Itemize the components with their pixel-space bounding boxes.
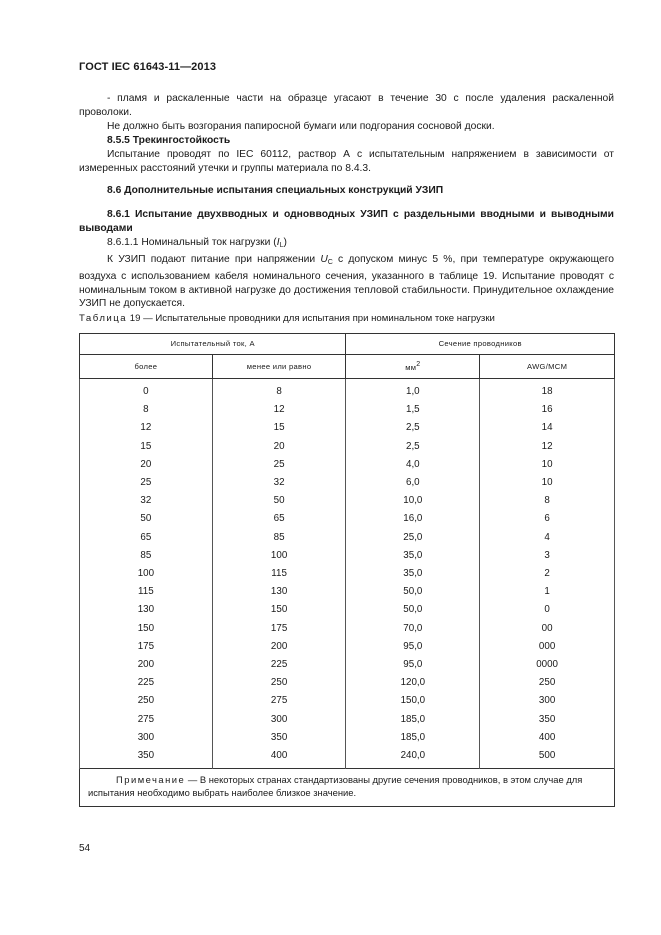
cell-awg: 3: [480, 547, 615, 565]
header-mm2: [346, 355, 480, 379]
table-row: [80, 419, 615, 437]
cell-mm2: 50,0: [346, 583, 480, 601]
table-body: [80, 379, 615, 769]
cell-mm2: 95,0: [346, 638, 480, 656]
cell-less-or-equal: 25: [212, 456, 346, 474]
cell-mm2: 240,0: [346, 747, 480, 769]
voltage-symbol: U: [320, 253, 328, 265]
cell-awg: 4: [480, 529, 615, 547]
text-block-2: [79, 184, 614, 198]
paragraph-no-ignition: Не должно быть возгорания папиросной бумаги или подгорания сосновой доски.: [107, 120, 495, 132]
paragraph-tracking-test: Испытание проводят по IEC 60112, раствор А с испытательным напряжением в зависимости от измеренных расстояний утечки и группы материала по 8.4.3.: [79, 148, 614, 174]
cell-awg: 0000: [480, 656, 615, 674]
heading-8-6-1: 8.6.1 Испытание двухвводных и одновводных УЗИП с раздельными вводными и выводными выводами: [79, 209, 614, 234]
header-awg: AWG/MCM: [480, 355, 615, 379]
paragraph-load-test: [79, 253, 614, 312]
table-row: [80, 638, 615, 656]
cell-more-than: 85: [80, 547, 213, 565]
heading-8-6: 8.6 Дополнительные испытания специальных конструкций УЗИП: [107, 185, 444, 196]
cell-less-or-equal: 250: [212, 674, 346, 692]
cell-more-than: 12: [80, 419, 213, 437]
cell-less-or-equal: 50: [212, 492, 346, 510]
cell-more-than: 100: [80, 565, 213, 583]
text-block-1: [79, 92, 614, 175]
text-block-3: [79, 208, 614, 311]
cell-awg: 16: [480, 401, 615, 419]
table-row: [80, 674, 615, 692]
cell-awg: 00: [480, 620, 615, 638]
cell-less-or-equal: 275: [212, 692, 346, 710]
heading-8-5-5: 8.5.5 Трекингостойкость: [107, 134, 231, 146]
table-row: [80, 583, 615, 601]
cell-awg: 500: [480, 747, 615, 769]
cell-more-than: 300: [80, 729, 213, 747]
cell-mm2: 70,0: [346, 620, 480, 638]
cell-more-than: 25: [80, 474, 213, 492]
cell-more-than: 350: [80, 747, 213, 769]
table-column-header-row: [80, 355, 615, 379]
cell-less-or-equal: 100: [212, 547, 346, 565]
cell-less-or-equal: 85: [212, 529, 346, 547]
cell-mm2: 185,0: [346, 711, 480, 729]
cell-mm2: 35,0: [346, 565, 480, 583]
cell-less-or-equal: 175: [212, 620, 346, 638]
cell-awg: 12: [480, 438, 615, 456]
heading-8-6-1-1-close: ): [283, 236, 287, 248]
cell-mm2: 50,0: [346, 601, 480, 619]
voltage-subscript: C: [327, 258, 333, 266]
cell-more-than: 200: [80, 656, 213, 674]
note-text: — В некоторых странах стандартизованы другие сечения проводников, в этом случае для испытания необходимо выбрать наиболее близкое значение.: [88, 774, 583, 799]
cell-more-than: 50: [80, 510, 213, 528]
table-row: [80, 547, 615, 565]
cell-awg: 18: [480, 379, 615, 402]
table-row: [80, 656, 615, 674]
current-symbol: I: [276, 236, 280, 248]
cell-awg: 10: [480, 456, 615, 474]
table-caption: [79, 312, 614, 326]
cell-less-or-equal: 300: [212, 711, 346, 729]
cell-less-or-equal: 8: [212, 379, 346, 402]
cell-less-or-equal: 32: [212, 474, 346, 492]
paragraph-load-test-start: К УЗИП подают питание при напряжении: [107, 253, 321, 265]
header-conductor-section: Сечение проводников: [346, 334, 615, 355]
paragraph-load-test-end: с допуском минус 5 %, при температуре окружающего воздуха с использованием кабеля номинального сечения, указанного в таблице 19. Испытание проводят с номинальным током в активной нагрузке до достижения тепловой стабильности. Принудительное охлаждение УЗИП не допускается.: [79, 253, 614, 310]
table-row: [80, 379, 615, 402]
cell-less-or-equal: 200: [212, 638, 346, 656]
table-row: [80, 529, 615, 547]
cell-awg: 0: [480, 601, 615, 619]
table-row: [80, 565, 615, 583]
table-row: [80, 747, 615, 769]
header-mm-text: мм: [405, 363, 417, 372]
table-row: [80, 492, 615, 510]
cell-more-than: 32: [80, 492, 213, 510]
cell-awg: 400: [480, 729, 615, 747]
table-row: [80, 401, 615, 419]
cell-mm2: 35,0: [346, 547, 480, 565]
cell-more-than: 15: [80, 438, 213, 456]
cell-less-or-equal: 65: [212, 510, 346, 528]
table-group-header-row: [80, 334, 615, 355]
cell-mm2: 1,5: [346, 401, 480, 419]
cell-awg: 14: [480, 419, 615, 437]
cell-awg: 2: [480, 565, 615, 583]
table-row: [80, 620, 615, 638]
cell-mm2: 150,0: [346, 692, 480, 710]
cell-awg: 250: [480, 674, 615, 692]
current-subscript: L: [279, 241, 284, 249]
cell-less-or-equal: 225: [212, 656, 346, 674]
header-more-than: более: [80, 355, 213, 379]
cell-less-or-equal: 150: [212, 601, 346, 619]
cell-mm2: 2,5: [346, 438, 480, 456]
cell-mm2: 120,0: [346, 674, 480, 692]
cell-less-or-equal: 350: [212, 729, 346, 747]
header-test-current: Испытательный ток, А: [80, 334, 346, 355]
cell-more-than: 0: [80, 379, 213, 402]
cell-mm2: 25,0: [346, 529, 480, 547]
table-note: [80, 769, 615, 807]
cell-mm2: 2,5: [346, 419, 480, 437]
cell-awg: 6: [480, 510, 615, 528]
cell-awg: 10: [480, 474, 615, 492]
cell-less-or-equal: 130: [212, 583, 346, 601]
table-caption-text: 19 — Испытательные проводники для испытания при номинальном токе нагрузки: [127, 313, 495, 324]
cell-mm2: 95,0: [346, 656, 480, 674]
cell-less-or-equal: 12: [212, 401, 346, 419]
note-label: Примечание: [116, 774, 186, 786]
cell-more-than: 115: [80, 583, 213, 601]
cell-awg: 300: [480, 692, 615, 710]
cell-awg: 350: [480, 711, 615, 729]
table-row: [80, 438, 615, 456]
header-mm-sup: 2: [416, 361, 421, 368]
cell-awg: 8: [480, 492, 615, 510]
cell-less-or-equal: 20: [212, 438, 346, 456]
table-row: [80, 711, 615, 729]
heading-8-6-1-1: [79, 236, 614, 253]
cell-mm2: 6,0: [346, 474, 480, 492]
cell-less-or-equal: 15: [212, 419, 346, 437]
cell-more-than: 275: [80, 711, 213, 729]
conductor-table: [79, 333, 615, 807]
cell-more-than: 8: [80, 401, 213, 419]
cell-awg: 1: [480, 583, 615, 601]
page-number: 54: [79, 843, 91, 854]
table-row: [80, 601, 615, 619]
cell-mm2: 16,0: [346, 510, 480, 528]
cell-more-than: 150: [80, 620, 213, 638]
cell-more-than: 175: [80, 638, 213, 656]
cell-more-than: 20: [80, 456, 213, 474]
cell-mm2: 185,0: [346, 729, 480, 747]
table-note-row: [80, 769, 615, 807]
table-row: [80, 692, 615, 710]
cell-mm2: 10,0: [346, 492, 480, 510]
table-row: [80, 510, 615, 528]
table-caption-label: Таблица: [79, 313, 128, 324]
paragraph-flame: - пламя и раскаленные части на образце угасают в течение 30 с после удаления раскаленной проволоки.: [79, 93, 614, 118]
cell-mm2: 4,0: [346, 456, 480, 474]
header-less-or-equal: менее или равно: [212, 355, 346, 379]
cell-less-or-equal: 400: [212, 747, 346, 769]
table-row: [80, 456, 615, 474]
heading-8-6-1-1-text: 8.6.1.1 Номинальный ток нагрузки (: [107, 236, 277, 248]
cell-more-than: 65: [80, 529, 213, 547]
cell-more-than: 250: [80, 692, 213, 710]
cell-less-or-equal: 115: [212, 565, 346, 583]
cell-more-than: 130: [80, 601, 213, 619]
cell-mm2: 1,0: [346, 379, 480, 402]
table-row: [80, 474, 615, 492]
table-row: [80, 729, 615, 747]
cell-more-than: 225: [80, 674, 213, 692]
cell-awg: 000: [480, 638, 615, 656]
document-header: ГОСТ IEC 61643-11—2013: [79, 61, 217, 73]
